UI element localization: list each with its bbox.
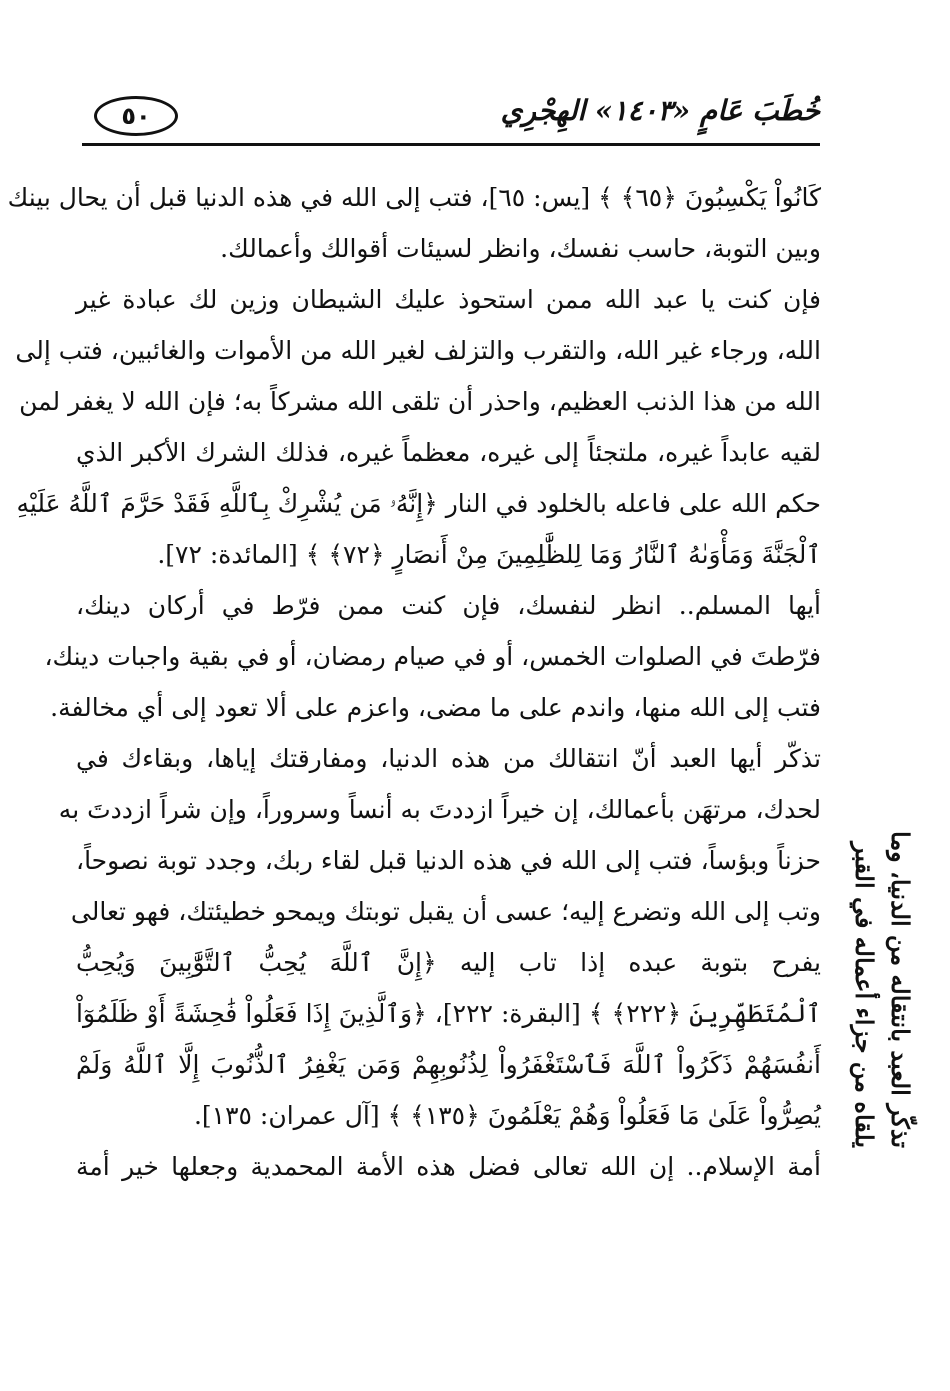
text-line: يفرح بتوبة عبده إذا تاب إليه ﴿إِنَّ ٱللَّهَ يُحِبُّ ٱلتَّوَّٰبِينَ وَيُحِبُّ (76, 948, 821, 977)
text-line: وتب إلى الله وتضرع إليه؛ عسى أن يقبل توبتك ويمحو خطيئتك، فهو تعالى (70, 897, 821, 926)
header-rule (82, 143, 820, 146)
main-text-block (7, 172, 822, 1192)
margin-note (846, 818, 936, 1148)
text-line: كَانُواْ يَكْسِبُونَ ﴿٦٥﴾ ﴾ [يس: ٦٥]، فتب إلى الله في هذه الدنيا قبل أن يحال بينك (7, 183, 821, 212)
text-line: أمة الإسلام.. إن الله تعالى فضل هذه الأمة المحمدية وجعلها خير أمة (76, 1152, 821, 1181)
text-line: أيها المسلم.. انظر لنفسك، فإن كنت ممن فرّط في أركان دينك، (76, 591, 821, 620)
text-line: فتب إلى الله منها، واندم على ما مضى، واعزم على ألا تعود إلى أي مخالفة. (50, 693, 821, 722)
text-line: وبين التوبة، حاسب نفسك، وانظر لسيئات أقوالك وأعمالك. (220, 234, 821, 263)
text-line: أَنفُسَهُمْ ذَكَرُواْ ٱللَّهَ فَٱسْتَغْفَرُواْ لِذُنُوبِهِمْ وَمَن يَغْفِرُ ٱلذُّنُوبَ إِلَّا ٱللَّهُ وَلَمْ (76, 1050, 821, 1079)
margin-note-text (846, 818, 918, 1148)
text-line: لقيه عابداً غيره، ملتجئاً إلى غيره، معظماً غيره، فذلك الشرك الأكبر الذي (76, 438, 821, 467)
margin-note-line: يلقاه من جزاء أعماله في القبر (850, 841, 879, 1148)
page-number: ٥٠ (94, 96, 178, 136)
running-book-title: خُطَبَ عَامٍ «١٤٠٣» الهِجْرِي (500, 94, 820, 127)
text-line: ٱلْمُتَطَهِّرِينَ ﴿٢٢٢﴾ ﴾ [البقرة: ٢٢٢]، ﴿وَٱلَّذِينَ إِذَا فَعَلُواْ فَٰحِشَةً أَوْ ظَلَمُوٓاْ (76, 999, 822, 1028)
text-line: حكم الله على فاعله بالخلود في النار ﴿إِنَّهُۥ مَن يُشْرِكْ بِٱللَّهِ فَقَدْ حَرَّمَ ٱللَّهُ عَلَيْهِ (16, 489, 821, 518)
text-line: الله من هذا الذنب العظيم، واحذر أن تلقى الله مشركاً به؛ فإن الله لا يغفر لمن (19, 387, 821, 416)
page-header (80, 92, 820, 142)
text-line: فإن كنت يا عبد الله ممن استحوذ عليك الشيطان وزين لك عبادة غير (76, 285, 821, 314)
text-line: لحدك، مرتهَن بأعمالك، إن خيراً ازددتَ به أنساً وسروراً، وإن شراً ازددتَ به (58, 795, 821, 824)
text-line: ٱلْجَنَّةَ وَمَأْوَىٰهُ ٱلنَّارُ وَمَا لِلظَّٰلِمِينَ مِنْ أَنصَارٍ ﴿٧٢﴾ ﴾ [المائدة: ٧٢]. (157, 540, 821, 569)
text-line: حزناً وبؤساً، فتب إلى الله في هذه الدنيا قبل لقاء ربك، وجدد توبة نصوحاً، (76, 846, 821, 875)
margin-note-line: تذكّر العبد بانتقاله من الدنيا، وما (886, 830, 915, 1148)
text-line: فرّطتَ في الصلوات الخمس، أو في صيام رمضان، أو في بقية واجبات دينك، (44, 642, 821, 671)
text-line: يُصِرُّواْ عَلَىٰ مَا فَعَلُواْ وَهُمْ يَعْلَمُونَ ﴿١٣٥﴾ ﴾ [آل عمران: ١٣٥]. (193, 1101, 821, 1130)
text-line: الله، ورجاء غير الله، والتقرب والتزلف لغير الله من الأموات والغائبين، فتب إلى (15, 336, 821, 365)
text-line: تذكّر أيها العبد أنّ انتقالك من هذه الدنيا، ومفارقتك إياها، وبقاءك في (76, 744, 821, 773)
